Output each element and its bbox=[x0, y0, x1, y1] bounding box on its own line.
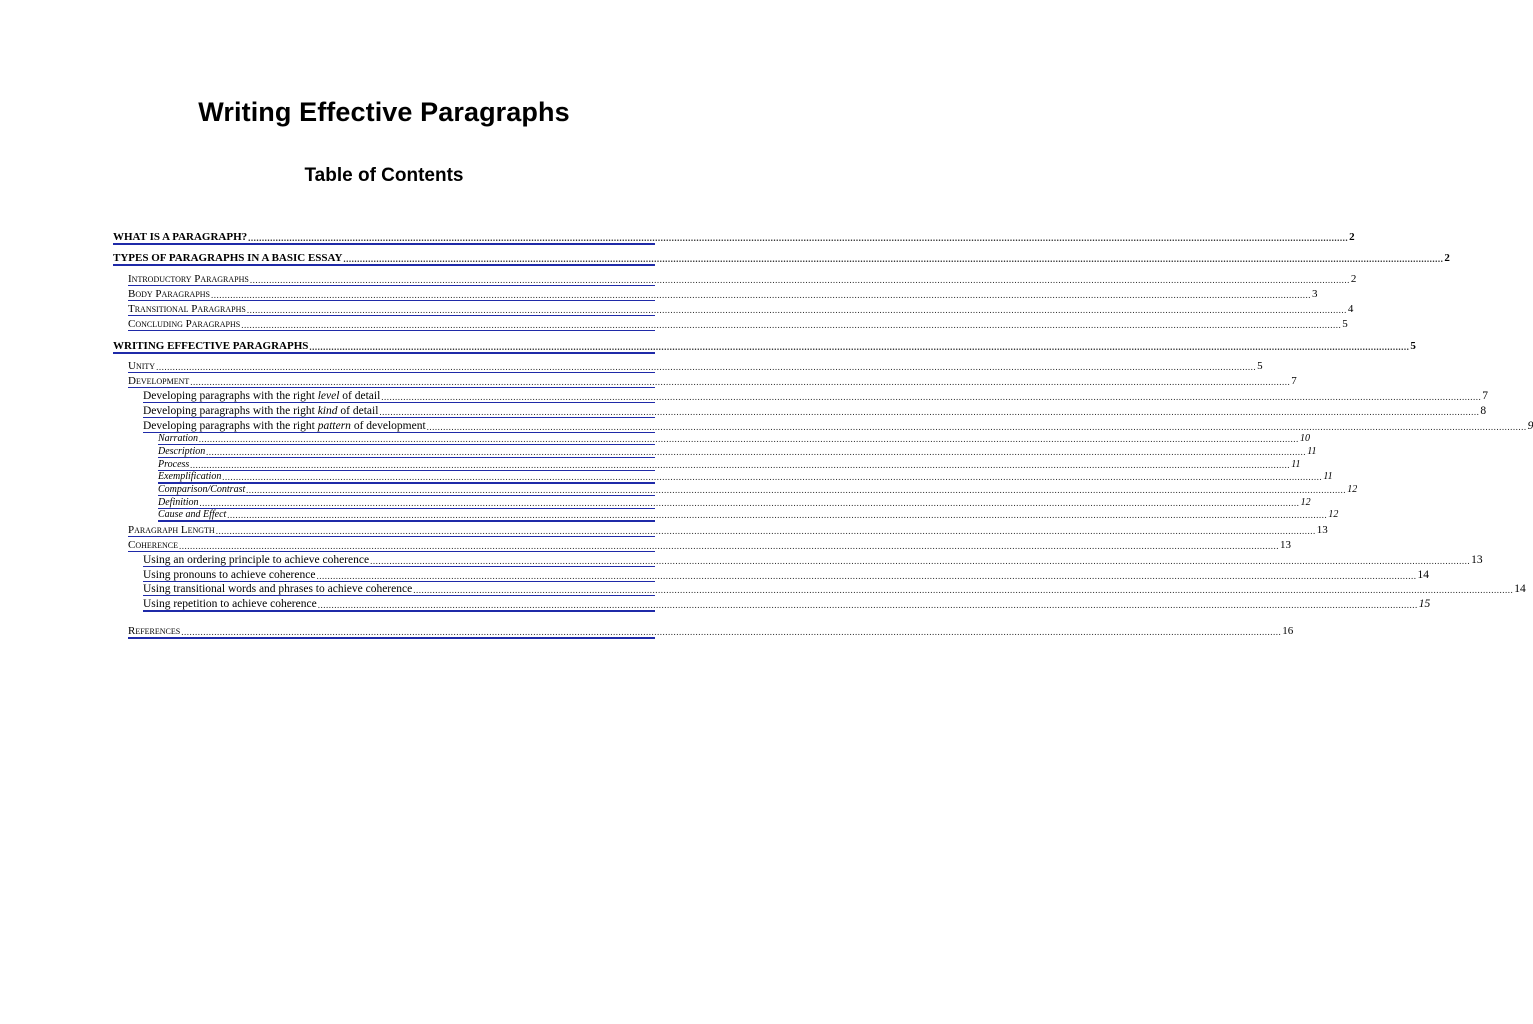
toc-page-number: 3 bbox=[1312, 288, 1318, 300]
toc-page-number: 16 bbox=[1282, 625, 1294, 637]
toc-entry-label: Paragraph Length bbox=[128, 524, 215, 536]
toc-page-number: 2 bbox=[1350, 273, 1357, 285]
dot-leader: ................................................................................................................................................................................................................................................................................................................................................................................................................ bbox=[426, 422, 1527, 432]
toc-page-number: 7 bbox=[1482, 390, 1489, 402]
toc-entry-label: Cause and Effect bbox=[158, 509, 227, 520]
toc-entry[interactable] bbox=[128, 287, 1318, 301]
toc-entry-label: WRITING EFFECTIVE PARAGRAPHS bbox=[113, 340, 309, 352]
toc-entry[interactable] bbox=[143, 552, 1483, 567]
toc-page-number: 14 bbox=[1514, 583, 1526, 595]
dot-leader: ................................................................................................................................................................................................................................................................................................................................................................................................................ bbox=[309, 342, 1410, 352]
toc-entry[interactable] bbox=[143, 581, 1526, 596]
dot-leader: ................................................................................................................................................................................................................................................................................................................................................................................................................ bbox=[222, 472, 1323, 482]
dot-leader: ................................................................................................................................................................................................................................................................................................................................................................................................................ bbox=[190, 460, 1291, 470]
toc-entry-label: Comparison/Contrast bbox=[158, 484, 246, 495]
toc-page-number: 2 bbox=[1444, 252, 1450, 264]
dot-leader: ................................................................................................................................................................................................................................................................................................................................................................................................................ bbox=[181, 627, 1282, 637]
toc-entry[interactable] bbox=[113, 337, 1416, 354]
toc-page-number: 14 bbox=[1417, 569, 1429, 581]
toc-entry[interactable] bbox=[128, 272, 1357, 286]
toc-entry-label: Introductory Paragraphs bbox=[128, 273, 249, 285]
toc-entry-label: Coherence bbox=[128, 539, 179, 551]
toc-entry[interactable] bbox=[113, 249, 1450, 266]
dot-leader: ................................................................................................................................................................................................................................................................................................................................................................................................................ bbox=[343, 254, 1444, 264]
dot-leader: ................................................................................................................................................................................................................................................................................................................................................................................................................ bbox=[413, 585, 1514, 595]
toc-entry[interactable] bbox=[158, 445, 1317, 458]
toc-entry-label: Exemplification bbox=[158, 471, 222, 482]
toc-entry-label: References bbox=[128, 625, 181, 637]
toc-entry-label: Using an ordering principle to achieve coherence bbox=[143, 554, 370, 566]
toc-page-number: 7 bbox=[1291, 375, 1297, 387]
toc-entry[interactable] bbox=[128, 538, 1292, 552]
dot-leader: ................................................................................................................................................................................................................................................................................................................................................................................................................ bbox=[241, 320, 1342, 330]
toc-page-number: 5 bbox=[1410, 340, 1416, 352]
dot-leader: ................................................................................................................................................................................................................................................................................................................................................................................................................ bbox=[156, 362, 1257, 372]
toc-page-number: 10 bbox=[1300, 433, 1311, 444]
toc-page-number: 13 bbox=[1280, 539, 1292, 551]
toc-page-number: 12 bbox=[1347, 484, 1358, 495]
toc-entry-label: WHAT IS A PARAGRAPH? bbox=[113, 231, 248, 243]
toc-entry[interactable] bbox=[128, 624, 1294, 639]
dot-leader: ................................................................................................................................................................................................................................................................................................................................................................................................................ bbox=[381, 392, 1482, 402]
dot-leader: ................................................................................................................................................................................................................................................................................................................................................................................................................ bbox=[249, 275, 1350, 285]
toc-page-number: 8 bbox=[1480, 405, 1487, 417]
toc-page-number: 13 bbox=[1471, 554, 1483, 566]
toc-page-number: 5 bbox=[1342, 318, 1348, 330]
toc-page-number: 15 bbox=[1418, 598, 1431, 610]
toc-entry-label: Body Paragraphs bbox=[128, 288, 210, 300]
toc-page-number: 2 bbox=[1349, 231, 1355, 243]
dot-leader: ................................................................................................................................................................................................................................................................................................................................................................................................................ bbox=[370, 556, 1471, 566]
dot-leader: ................................................................................................................................................................................................................................................................................................................................................................................................................ bbox=[211, 290, 1311, 300]
dot-leader: ................................................................................................................................................................................................................................................................................................................................................................................................................ bbox=[199, 434, 1300, 444]
toc-entry-label: Using repetition to achieve coherence bbox=[143, 598, 317, 610]
toc-entry-label: TYPES OF PARAGRAPHS IN A BASIC ESSAY bbox=[113, 252, 343, 264]
toc-entry-label: Narration bbox=[158, 433, 199, 444]
dot-leader: ................................................................................................................................................................................................................................................................................................................................................................................................................ bbox=[190, 377, 1291, 387]
toc-page-number: 13 bbox=[1316, 524, 1328, 536]
toc-entry-label: Development bbox=[128, 375, 190, 387]
dot-leader: ................................................................................................................................................................................................................................................................................................................................................................................................................ bbox=[246, 485, 1347, 495]
dot-leader: ................................................................................................................................................................................................................................................................................................................................................................................................................ bbox=[248, 233, 1349, 243]
toc-entry[interactable] bbox=[143, 388, 1489, 403]
toc-entry-label: Definition bbox=[158, 497, 199, 508]
toc-entry-label: Developing paragraphs with the right level of detail bbox=[143, 390, 381, 402]
toc-entry-label: Using transitional words and phrases to achieve coherence bbox=[143, 583, 413, 595]
document-title: Writing Effective Paragraphs bbox=[198, 97, 570, 127]
toc-entry[interactable] bbox=[128, 302, 1354, 316]
toc-entry[interactable] bbox=[128, 359, 1263, 373]
toc-entry[interactable] bbox=[143, 596, 1431, 612]
toc-entry-label: Process bbox=[158, 459, 190, 470]
toc-entry-label: Transitional Paragraphs bbox=[128, 303, 246, 315]
dot-leader: ................................................................................................................................................................................................................................................................................................................................................................................................................ bbox=[317, 600, 1418, 610]
toc-entry[interactable] bbox=[143, 403, 1487, 418]
toc-page-number: 11 bbox=[1323, 471, 1333, 482]
toc-entry-label: Unity bbox=[128, 360, 156, 372]
toc-entry[interactable] bbox=[113, 228, 1355, 245]
dot-leader: ................................................................................................................................................................................................................................................................................................................................................................................................................ bbox=[179, 541, 1280, 551]
toc-page-number: 11 bbox=[1291, 459, 1301, 470]
toc-entry[interactable] bbox=[143, 567, 1429, 582]
toc-entry[interactable] bbox=[158, 432, 1311, 445]
toc-entry-label: Description bbox=[158, 446, 206, 457]
toc-entry-label: Using pronouns to achieve coherence bbox=[143, 569, 316, 581]
dot-leader: ................................................................................................................................................................................................................................................................................................................................................................................................................ bbox=[246, 305, 1347, 315]
toc-page-number: 12 bbox=[1300, 497, 1311, 508]
toc-entry[interactable] bbox=[158, 483, 1358, 496]
toc-entry-label: Concluding Paragraphs bbox=[128, 318, 241, 330]
toc-entry[interactable] bbox=[128, 374, 1297, 388]
toc-heading: Table of Contents bbox=[304, 165, 464, 186]
dot-leader: ................................................................................................................................................................................................................................................................................................................................................................................................................ bbox=[379, 407, 1480, 417]
dot-leader: ................................................................................................................................................................................................................................................................................................................................................................................................................ bbox=[215, 526, 1316, 536]
dot-leader: ................................................................................................................................................................................................................................................................................................................................................................................................................ bbox=[316, 571, 1417, 581]
dot-leader: ................................................................................................................................................................................................................................................................................................................................................................................................................ bbox=[227, 510, 1328, 520]
toc-page-number: 5 bbox=[1257, 360, 1263, 372]
toc-entry[interactable] bbox=[143, 418, 1533, 433]
toc-page-number: 11 bbox=[1307, 446, 1317, 457]
toc-entry[interactable] bbox=[128, 523, 1328, 537]
dot-leader: ................................................................................................................................................................................................................................................................................................................................................................................................................ bbox=[206, 447, 1307, 457]
toc-entry-label: Developing paragraphs with the right pattern of development bbox=[143, 420, 426, 432]
toc-entry-label: Developing paragraphs with the right kind of detail bbox=[143, 405, 379, 417]
toc-page-number: 12 bbox=[1328, 509, 1339, 520]
toc-page-number: 4 bbox=[1347, 303, 1354, 315]
toc-entry[interactable] bbox=[128, 317, 1348, 331]
toc-entry[interactable] bbox=[158, 508, 1339, 522]
toc-page-number: 9 bbox=[1527, 420, 1533, 432]
dot-leader: ................................................................................................................................................................................................................................................................................................................................................................................................................ bbox=[199, 498, 1300, 508]
toc-entry[interactable] bbox=[158, 470, 1333, 484]
